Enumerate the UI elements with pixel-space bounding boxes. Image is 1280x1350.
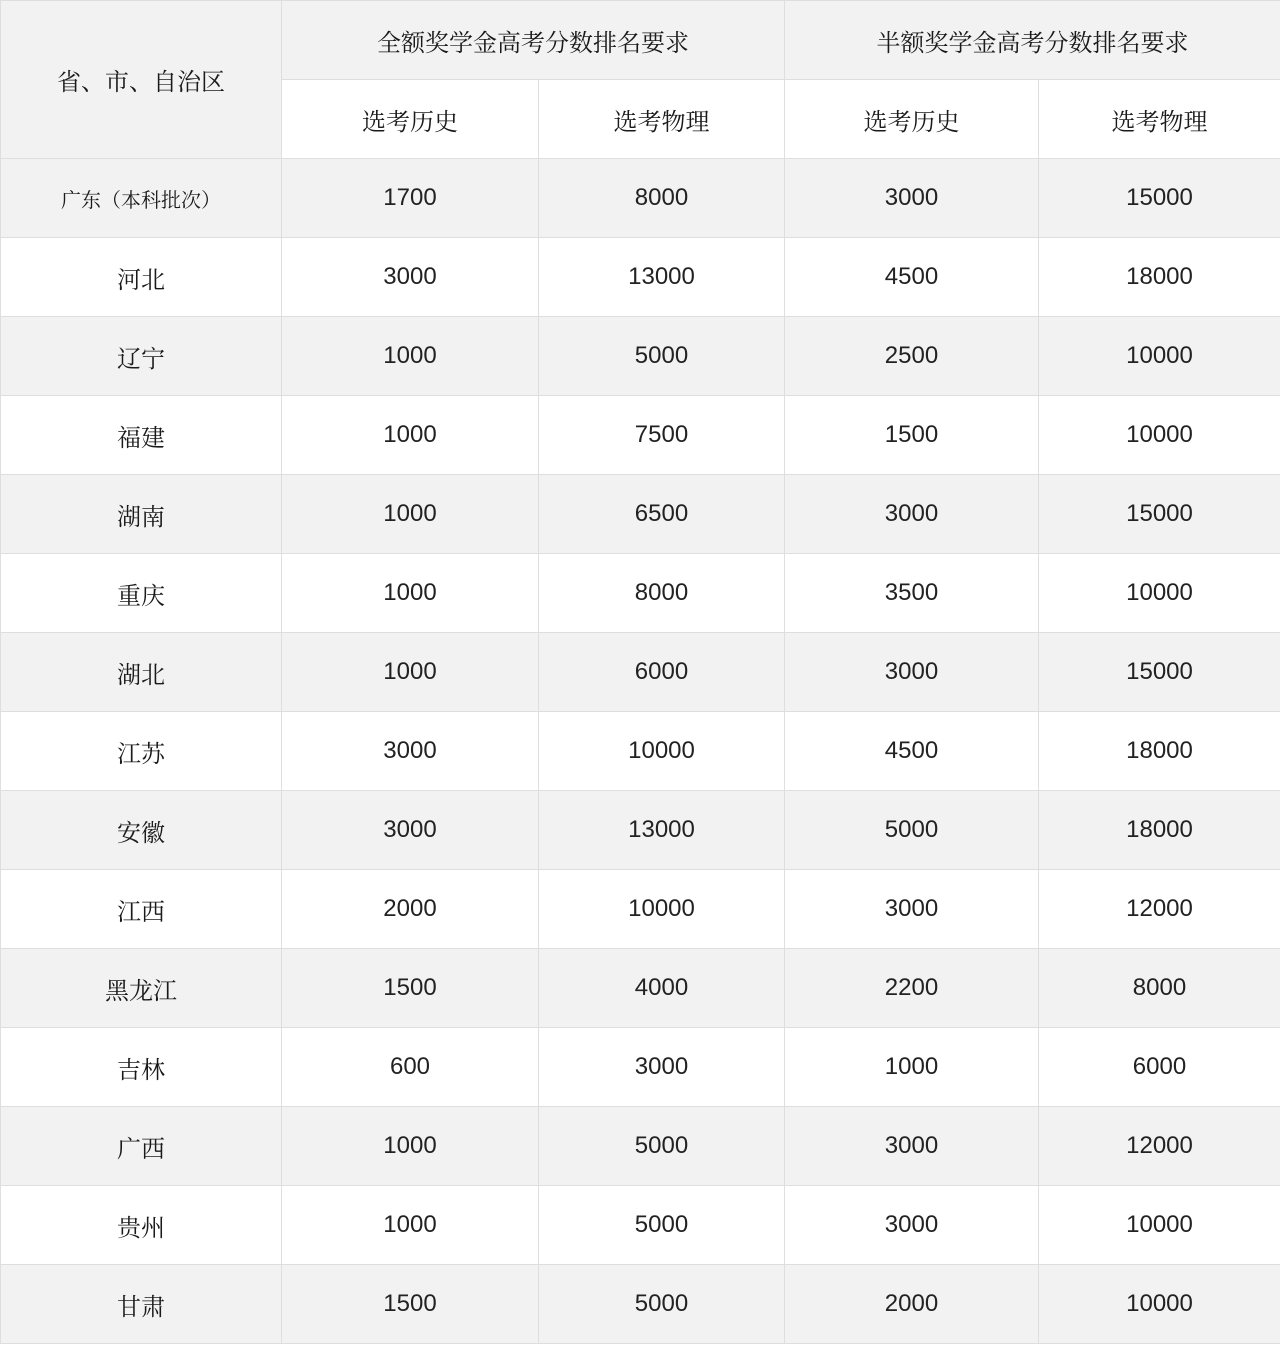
value-cell-half-physics: 15000 (1039, 633, 1280, 712)
region-cell: 广东（本科批次） (1, 159, 282, 238)
value-cell-half-history: 3000 (785, 1186, 1039, 1265)
table-row (1, 1265, 1280, 1344)
value-cell-half-physics: 10000 (1039, 1186, 1280, 1265)
region-cell: 福建 (1, 396, 282, 475)
value-cell-full-physics: 13000 (539, 238, 785, 317)
value-cell-half-physics: 18000 (1039, 238, 1280, 317)
value-cell-full-history: 1000 (282, 1186, 539, 1265)
value-cell-half-history: 4500 (785, 712, 1039, 791)
value-cell-full-physics: 5000 (539, 317, 785, 396)
value-cell-half-physics: 6000 (1039, 1028, 1280, 1107)
value-cell-full-history: 600 (282, 1028, 539, 1107)
table-row (1, 159, 1280, 238)
value-cell-full-history: 1000 (282, 1107, 539, 1186)
table-row (1, 1107, 1280, 1186)
region-cell: 湖北 (1, 633, 282, 712)
region-cell: 安徽 (1, 791, 282, 870)
table-row (1, 791, 1280, 870)
value-cell-full-physics: 4000 (539, 949, 785, 1028)
value-cell-full-history: 1700 (282, 159, 539, 238)
value-cell-full-history: 1000 (282, 554, 539, 633)
header-half-history: 选考历史 (785, 80, 1039, 159)
header-full-physics: 选考物理 (539, 80, 785, 159)
region-cell: 吉林 (1, 1028, 282, 1107)
value-cell-half-history: 2200 (785, 949, 1039, 1028)
table-row (1, 1186, 1280, 1265)
table-row (1, 633, 1280, 712)
table-row (1, 396, 1280, 475)
value-cell-full-physics: 8000 (539, 159, 785, 238)
value-cell-full-physics: 10000 (539, 712, 785, 791)
header-full-scholarship: 全额奖学金高考分数排名要求 (282, 1, 785, 80)
value-cell-half-physics: 10000 (1039, 1265, 1280, 1344)
value-cell-full-physics: 8000 (539, 554, 785, 633)
value-cell-full-physics: 6000 (539, 633, 785, 712)
header-half-scholarship: 半额奖学金高考分数排名要求 (785, 1, 1280, 80)
value-cell-half-physics: 18000 (1039, 712, 1280, 791)
value-cell-full-physics: 13000 (539, 791, 785, 870)
value-cell-half-physics: 15000 (1039, 475, 1280, 554)
value-cell-full-history: 1000 (282, 633, 539, 712)
value-cell-full-physics: 3000 (539, 1028, 785, 1107)
value-cell-full-history: 1500 (282, 1265, 539, 1344)
table-row (1, 554, 1280, 633)
value-cell-half-history: 3500 (785, 554, 1039, 633)
value-cell-half-history: 3000 (785, 475, 1039, 554)
header-region: 省、市、自治区 (1, 1, 282, 159)
region-cell: 江苏 (1, 712, 282, 791)
value-cell-half-history: 2000 (785, 1265, 1039, 1344)
table-row (1, 317, 1280, 396)
value-cell-half-physics: 8000 (1039, 949, 1280, 1028)
header-half-physics: 选考物理 (1039, 80, 1280, 159)
value-cell-full-history: 1000 (282, 475, 539, 554)
value-cell-full-physics: 5000 (539, 1265, 785, 1344)
table-row (1, 712, 1280, 791)
region-cell: 河北 (1, 238, 282, 317)
table-header (1, 1, 1280, 159)
value-cell-half-history: 2500 (785, 317, 1039, 396)
header-full-history: 选考历史 (282, 80, 539, 159)
value-cell-full-physics: 6500 (539, 475, 785, 554)
value-cell-half-physics: 15000 (1039, 159, 1280, 238)
header-row-groups (1, 1, 1280, 80)
region-cell: 重庆 (1, 554, 282, 633)
value-cell-half-history: 3000 (785, 1107, 1039, 1186)
value-cell-half-history: 5000 (785, 791, 1039, 870)
table-row (1, 949, 1280, 1028)
region-cell: 黑龙江 (1, 949, 282, 1028)
value-cell-half-history: 3000 (785, 633, 1039, 712)
value-cell-full-history: 3000 (282, 712, 539, 791)
table-row (1, 238, 1280, 317)
value-cell-half-history: 1000 (785, 1028, 1039, 1107)
value-cell-half-physics: 10000 (1039, 317, 1280, 396)
value-cell-full-history: 3000 (282, 238, 539, 317)
value-cell-half-history: 3000 (785, 870, 1039, 949)
value-cell-full-physics: 10000 (539, 870, 785, 949)
region-cell: 辽宁 (1, 317, 282, 396)
value-cell-half-history: 3000 (785, 159, 1039, 238)
region-cell: 广西 (1, 1107, 282, 1186)
value-cell-half-physics: 10000 (1039, 554, 1280, 633)
value-cell-full-history: 3000 (282, 791, 539, 870)
value-cell-full-history: 1000 (282, 396, 539, 475)
value-cell-half-history: 4500 (785, 238, 1039, 317)
table-row (1, 1028, 1280, 1107)
value-cell-half-physics: 12000 (1039, 870, 1280, 949)
region-cell: 贵州 (1, 1186, 282, 1265)
value-cell-full-history: 1500 (282, 949, 539, 1028)
value-cell-full-physics: 7500 (539, 396, 785, 475)
table-body (1, 159, 1280, 1344)
value-cell-full-history: 1000 (282, 317, 539, 396)
region-cell: 江西 (1, 870, 282, 949)
table-row (1, 475, 1280, 554)
value-cell-half-physics: 18000 (1039, 791, 1280, 870)
value-cell-half-physics: 10000 (1039, 396, 1280, 475)
value-cell-half-physics: 12000 (1039, 1107, 1280, 1186)
value-cell-full-physics: 5000 (539, 1107, 785, 1186)
value-cell-full-physics: 5000 (539, 1186, 785, 1265)
value-cell-full-history: 2000 (282, 870, 539, 949)
table-row (1, 870, 1280, 949)
value-cell-half-history: 1500 (785, 396, 1039, 475)
region-cell: 湖南 (1, 475, 282, 554)
region-cell: 甘肃 (1, 1265, 282, 1344)
